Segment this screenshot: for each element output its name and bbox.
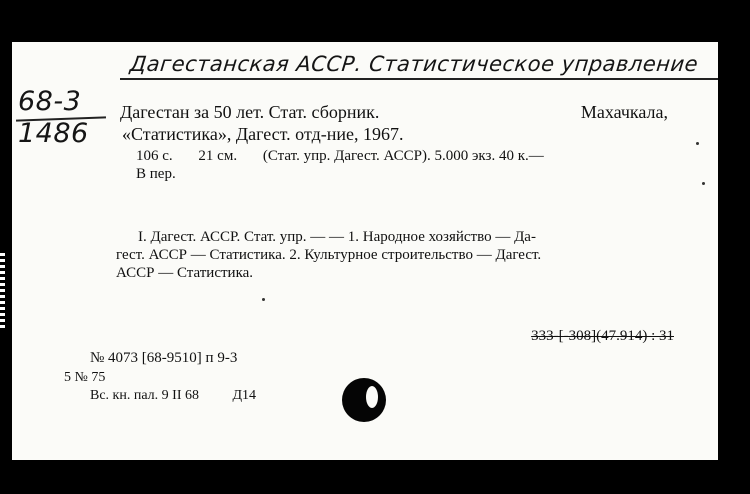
heading-underline	[120, 78, 718, 80]
footer-line-2: 5 № 75	[64, 370, 106, 385]
classification-index: 333-[-308](47.914) : 31	[531, 328, 674, 344]
chamber-code: Д14	[232, 388, 257, 403]
shelfmark-bottom: 1486	[18, 118, 89, 149]
punched-hole	[342, 378, 386, 422]
subject-line-2: гест. АССР — Статистика. 2. Культурное строительство — Дагест.	[116, 247, 542, 263]
chamber-note: Вс. кн. пал. 9 II 68	[90, 388, 199, 403]
footer-line-1: № 4073 [68-9510] п 9-3	[90, 350, 238, 366]
title-text: Дагестан за 50 лет. Стат. сборник.	[120, 102, 380, 122]
title-line-1	[120, 102, 668, 123]
scan-edge-mark	[0, 250, 5, 330]
speck	[262, 298, 265, 301]
collation-line	[136, 148, 566, 165]
footer-line-3	[90, 388, 256, 404]
title-line-2: «Статистика», Дагест. отд-ние, 1967.	[122, 124, 404, 144]
handwritten-heading: Дагестанская АССР. Статистическое управление	[128, 52, 700, 76]
subject-line-3: АССР — Статистика.	[116, 265, 254, 281]
publication-place: Махачкала,	[580, 102, 668, 122]
subject-line-1: I. Дагест. АССР. Стат. упр. — — 1. Народное хозяйство — Да-	[138, 229, 536, 245]
catalog-card	[12, 42, 718, 460]
binding-note: В пер.	[136, 166, 176, 182]
speck	[696, 142, 699, 145]
series-note: (Стат. упр. Дагест. АССР). 5.000 экз. 40 к.—	[262, 148, 544, 164]
shelfmark-top: 68-3	[18, 86, 82, 117]
card-size: 21 см.	[198, 148, 238, 164]
page-count: 106 с.	[136, 148, 173, 164]
speck	[702, 182, 705, 185]
